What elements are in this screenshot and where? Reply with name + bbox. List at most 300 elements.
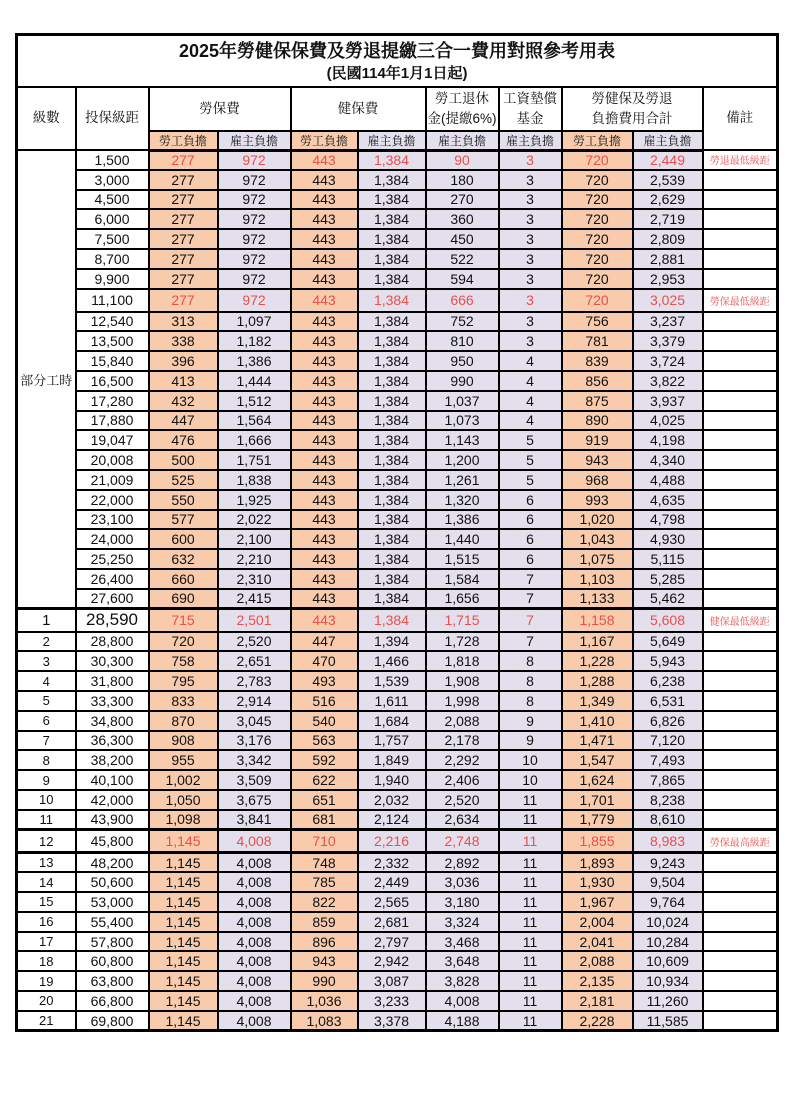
health-employer-cell: 3,378 xyxy=(358,1011,426,1031)
total-employee-cell: 2,041 xyxy=(562,932,633,952)
labor-employer-cell: 3,675 xyxy=(218,790,291,810)
total-employee-header: 勞工負擔 xyxy=(562,131,633,151)
health-employer-cell: 1,384 xyxy=(358,609,426,632)
fund-employer-cell: 4 xyxy=(499,411,562,431)
labor-employer-cell: 1,386 xyxy=(218,351,291,371)
remark-cell xyxy=(703,430,778,450)
fund-employer-cell: 8 xyxy=(499,691,562,711)
pension-employer-cell: 1,320 xyxy=(426,490,499,510)
total-employer-cell: 8,983 xyxy=(633,830,703,853)
total-employee-cell: 2,181 xyxy=(562,991,633,1011)
pension-employer-cell: 2,892 xyxy=(426,853,499,873)
pension-employer-cell: 1,073 xyxy=(426,411,499,431)
labor-employer-cell: 2,210 xyxy=(218,549,291,569)
labor-employee-cell: 690 xyxy=(149,589,218,609)
remark-cell xyxy=(703,190,778,210)
fund-employer-cell: 3 xyxy=(499,331,562,351)
page-title: 2025年勞健保保費及勞退提繳三合一費用對照參考用表 xyxy=(179,41,616,62)
labor-employee-cell: 955 xyxy=(149,750,218,770)
labor-employer-cell: 2,501 xyxy=(218,609,291,632)
col-header-total xyxy=(562,87,703,131)
col-header-remark: 備註 xyxy=(703,87,778,151)
level-cell: 19 xyxy=(17,971,76,991)
fund-employer-cell: 11 xyxy=(499,951,562,971)
health-employer-cell: 1,384 xyxy=(358,190,426,210)
total-employer-cell: 5,943 xyxy=(633,651,703,671)
total-employer-cell: 10,024 xyxy=(633,912,703,932)
health-employee-cell: 516 xyxy=(291,691,358,711)
total-employer-cell: 3,822 xyxy=(633,371,703,391)
remark-cell xyxy=(703,510,778,530)
bracket-cell: 15,840 xyxy=(76,351,149,371)
total-employer-cell: 7,493 xyxy=(633,750,703,770)
bracket-cell: 55,400 xyxy=(76,912,149,932)
part-time-merged-cell: 部分工時 xyxy=(17,150,76,609)
pension-employer-cell: 4,008 xyxy=(426,991,499,1011)
health-employee-cell: 493 xyxy=(291,671,358,691)
total-employer-cell: 7,120 xyxy=(633,731,703,751)
table-row xyxy=(17,331,778,351)
total-employer-cell: 2,629 xyxy=(633,190,703,210)
health-employee-cell: 443 xyxy=(291,312,358,332)
fund-employer-cell: 9 xyxy=(499,731,562,751)
labor-employee-cell: 277 xyxy=(149,190,218,210)
fund-employer-cell: 11 xyxy=(499,853,562,873)
health-employer-cell: 1,384 xyxy=(358,589,426,609)
remark-cell xyxy=(703,951,778,971)
health-employer-cell: 1,384 xyxy=(358,229,426,249)
health-employer-cell: 1,384 xyxy=(358,312,426,332)
fund-employer-cell: 11 xyxy=(499,1011,562,1031)
fund-employer-cell: 10 xyxy=(499,770,562,790)
labor-employer-cell: 972 xyxy=(218,209,291,229)
remark-cell xyxy=(703,770,778,790)
pension-employer-cell: 450 xyxy=(426,229,499,249)
labor-employer-cell: 4,008 xyxy=(218,872,291,892)
total-employer-cell: 7,865 xyxy=(633,770,703,790)
pension-employer-cell: 3,036 xyxy=(426,872,499,892)
labor-employee-cell: 313 xyxy=(149,312,218,332)
health-employee-cell: 443 xyxy=(291,391,358,411)
labor-employer-cell: 972 xyxy=(218,170,291,190)
level-cell: 15 xyxy=(17,892,76,912)
fund-employer-cell: 3 xyxy=(499,170,562,190)
health-employee-cell: 710 xyxy=(291,830,358,853)
remark-cell xyxy=(703,470,778,490)
health-employer-cell: 1,384 xyxy=(358,510,426,530)
bracket-cell: 43,900 xyxy=(76,810,149,830)
labor-employer-cell: 972 xyxy=(218,249,291,269)
total-employer-header: 雇主負擔 xyxy=(633,131,703,151)
level-cell: 10 xyxy=(17,790,76,810)
col-header-pension xyxy=(426,87,499,131)
bracket-cell: 26,400 xyxy=(76,569,149,589)
fund-employer-cell: 4 xyxy=(499,371,562,391)
total-employee-cell: 720 xyxy=(562,170,633,190)
labor-employee-cell: 1,145 xyxy=(149,951,218,971)
total-employer-cell: 10,934 xyxy=(633,971,703,991)
pension-employer-cell: 1,908 xyxy=(426,671,499,691)
labor-employee-cell: 1,002 xyxy=(149,770,218,790)
health-employee-cell: 822 xyxy=(291,892,358,912)
level-cell: 18 xyxy=(17,951,76,971)
remark-cell xyxy=(703,229,778,249)
pension-employer-cell: 2,406 xyxy=(426,770,499,790)
health-employer-cell: 2,797 xyxy=(358,932,426,952)
level-cell: 8 xyxy=(17,750,76,770)
total-employee-cell: 720 xyxy=(562,190,633,210)
fund-employer-cell: 11 xyxy=(499,790,562,810)
table-row xyxy=(17,249,778,269)
labor-employee-cell: 277 xyxy=(149,229,218,249)
table-row xyxy=(17,190,778,210)
health-employee-cell: 1,083 xyxy=(291,1011,358,1031)
fund-employer-cell: 11 xyxy=(499,932,562,952)
health-employee-header: 勞工負擔 xyxy=(291,131,358,151)
remark-cell xyxy=(703,991,778,1011)
health-employer-cell: 1,384 xyxy=(358,391,426,411)
remark-cell: 勞退最低級距 xyxy=(703,150,778,170)
labor-employer-cell: 972 xyxy=(218,150,291,170)
table-row xyxy=(17,371,778,391)
table-row xyxy=(17,671,778,691)
table-row xyxy=(17,589,778,609)
health-employer-cell: 3,087 xyxy=(358,971,426,991)
labor-employer-cell: 1,925 xyxy=(218,490,291,510)
total-employer-cell: 2,953 xyxy=(633,269,703,289)
health-employee-cell: 443 xyxy=(291,331,358,351)
bracket-cell: 7,500 xyxy=(76,229,149,249)
table-row xyxy=(17,450,778,470)
health-employee-cell: 443 xyxy=(291,510,358,530)
bracket-cell: 22,000 xyxy=(76,490,149,510)
total-employer-cell: 8,238 xyxy=(633,790,703,810)
labor-employer-cell: 3,342 xyxy=(218,750,291,770)
total-employee-cell: 993 xyxy=(562,490,633,510)
health-employee-cell: 443 xyxy=(291,371,358,391)
total-line2: 負擔費用合計 xyxy=(591,110,673,126)
labor-employer-cell: 4,008 xyxy=(218,892,291,912)
pension-employer-cell: 3,828 xyxy=(426,971,499,991)
bracket-cell: 16,500 xyxy=(76,371,149,391)
bracket-cell: 48,200 xyxy=(76,853,149,873)
pension-employer-cell: 594 xyxy=(426,269,499,289)
remark-cell xyxy=(703,651,778,671)
total-employee-cell: 1,930 xyxy=(562,872,633,892)
pension-employer-cell: 1,440 xyxy=(426,529,499,549)
health-employer-cell: 1,384 xyxy=(358,569,426,589)
bracket-cell: 23,100 xyxy=(76,510,149,530)
total-employee-cell: 2,228 xyxy=(562,1011,633,1031)
table-row xyxy=(17,632,778,652)
remark-cell xyxy=(703,490,778,510)
table-row xyxy=(17,150,778,170)
fund-employer-cell: 3 xyxy=(499,312,562,332)
health-employee-cell: 748 xyxy=(291,853,358,873)
table-row xyxy=(17,1011,778,1031)
bracket-cell: 31,800 xyxy=(76,671,149,691)
bracket-cell: 20,008 xyxy=(76,450,149,470)
bracket-cell: 24,000 xyxy=(76,529,149,549)
table-row xyxy=(17,430,778,450)
remark-cell xyxy=(703,731,778,751)
health-employer-cell: 1,849 xyxy=(358,750,426,770)
total-employer-cell: 4,340 xyxy=(633,450,703,470)
bracket-cell: 42,000 xyxy=(76,790,149,810)
remark-cell xyxy=(703,711,778,731)
table-row xyxy=(17,932,778,952)
total-employer-cell: 2,449 xyxy=(633,150,703,170)
pension-employer-cell: 752 xyxy=(426,312,499,332)
labor-employer-cell: 1,666 xyxy=(218,430,291,450)
health-employer-cell: 1,384 xyxy=(358,450,426,470)
total-employee-cell: 1,855 xyxy=(562,830,633,853)
labor-employee-cell: 715 xyxy=(149,609,218,632)
level-cell: 9 xyxy=(17,770,76,790)
level-cell: 17 xyxy=(17,932,76,952)
total-employee-cell: 968 xyxy=(562,470,633,490)
labor-employee-cell: 396 xyxy=(149,351,218,371)
title-row xyxy=(17,35,778,87)
pension-employer-cell: 3,648 xyxy=(426,951,499,971)
bracket-cell: 4,500 xyxy=(76,190,149,210)
fund-employer-cell: 6 xyxy=(499,529,562,549)
total-employer-cell: 5,608 xyxy=(633,609,703,632)
remark-cell: 健保最低級距 xyxy=(703,609,778,632)
total-employer-cell: 2,539 xyxy=(633,170,703,190)
remark-cell xyxy=(703,872,778,892)
total-employer-cell: 4,488 xyxy=(633,470,703,490)
level-cell: 21 xyxy=(17,1011,76,1031)
labor-employer-cell: 2,914 xyxy=(218,691,291,711)
fund-employer-cell: 3 xyxy=(499,209,562,229)
health-employer-cell: 1,940 xyxy=(358,770,426,790)
labor-employer-cell: 4,008 xyxy=(218,932,291,952)
health-employee-cell: 443 xyxy=(291,450,358,470)
pension-employer-cell: 810 xyxy=(426,331,499,351)
pension-employer-header: 雇主負擔 xyxy=(426,131,499,151)
remark-cell xyxy=(703,750,778,770)
bracket-cell: 33,300 xyxy=(76,691,149,711)
health-employee-cell: 443 xyxy=(291,229,358,249)
total-employer-cell: 3,237 xyxy=(633,312,703,332)
fund-employer-cell: 3 xyxy=(499,229,562,249)
health-employer-cell: 2,681 xyxy=(358,912,426,932)
fund-employer-cell: 6 xyxy=(499,510,562,530)
total-employee-cell: 1,158 xyxy=(562,609,633,632)
labor-employer-cell: 4,008 xyxy=(218,912,291,932)
bracket-cell: 69,800 xyxy=(76,1011,149,1031)
total-employer-cell: 4,798 xyxy=(633,510,703,530)
level-cell: 14 xyxy=(17,872,76,892)
health-employee-cell: 443 xyxy=(291,569,358,589)
total-line1: 勞健保及勞退 xyxy=(591,90,673,106)
health-employer-cell: 1,384 xyxy=(358,170,426,190)
table-row xyxy=(17,651,778,671)
fund-employer-cell: 3 xyxy=(499,150,562,170)
remark-cell xyxy=(703,529,778,549)
total-employer-cell: 2,881 xyxy=(633,249,703,269)
total-employee-cell: 1,075 xyxy=(562,549,633,569)
total-employee-cell: 720 xyxy=(562,289,633,312)
total-employer-cell: 11,585 xyxy=(633,1011,703,1031)
health-employer-cell: 1,384 xyxy=(358,549,426,569)
bracket-cell: 1,500 xyxy=(76,150,149,170)
fund-employer-cell: 7 xyxy=(499,632,562,652)
level-cell: 3 xyxy=(17,651,76,671)
total-employee-cell: 720 xyxy=(562,249,633,269)
total-employer-cell: 3,724 xyxy=(633,351,703,371)
total-employer-cell: 11,260 xyxy=(633,991,703,1011)
table-row xyxy=(17,872,778,892)
health-employee-cell: 443 xyxy=(291,411,358,431)
remark-cell xyxy=(703,411,778,431)
health-employee-cell: 443 xyxy=(291,609,358,632)
labor-employee-cell: 1,145 xyxy=(149,853,218,873)
health-employee-cell: 443 xyxy=(291,170,358,190)
remark-cell xyxy=(703,549,778,569)
labor-employer-cell: 2,783 xyxy=(218,671,291,691)
health-employee-cell: 651 xyxy=(291,790,358,810)
pension-employer-cell: 1,728 xyxy=(426,632,499,652)
table-row xyxy=(17,971,778,991)
labor-employee-cell: 1,145 xyxy=(149,830,218,853)
health-employer-cell: 1,384 xyxy=(358,289,426,312)
labor-employer-cell: 1,182 xyxy=(218,331,291,351)
total-employee-cell: 1,167 xyxy=(562,632,633,652)
labor-employee-cell: 277 xyxy=(149,289,218,312)
labor-employee-cell: 500 xyxy=(149,450,218,470)
health-employee-cell: 447 xyxy=(291,632,358,652)
premium-reference-table xyxy=(15,33,779,1032)
bracket-cell: 38,200 xyxy=(76,750,149,770)
level-cell: 12 xyxy=(17,830,76,853)
labor-employer-cell: 4,008 xyxy=(218,971,291,991)
pension-employer-cell: 2,520 xyxy=(426,790,499,810)
total-employer-cell: 6,238 xyxy=(633,671,703,691)
health-employee-cell: 443 xyxy=(291,529,358,549)
health-employee-cell: 540 xyxy=(291,711,358,731)
table-row xyxy=(17,711,778,731)
labor-employer-cell: 2,022 xyxy=(218,510,291,530)
health-employer-cell: 2,124 xyxy=(358,810,426,830)
total-employer-cell: 4,930 xyxy=(633,529,703,549)
remark-cell xyxy=(703,351,778,371)
labor-employer-cell: 1,512 xyxy=(218,391,291,411)
table-row xyxy=(17,470,778,490)
health-employer-cell: 2,332 xyxy=(358,853,426,873)
health-employer-cell: 2,942 xyxy=(358,951,426,971)
remark-cell xyxy=(703,932,778,952)
fund-employer-cell: 11 xyxy=(499,830,562,853)
table-row xyxy=(17,951,778,971)
labor-employer-cell: 1,838 xyxy=(218,470,291,490)
table-row xyxy=(17,750,778,770)
bracket-cell: 27,600 xyxy=(76,589,149,609)
bracket-cell: 50,600 xyxy=(76,872,149,892)
bracket-cell: 17,880 xyxy=(76,411,149,431)
total-employee-cell: 1,893 xyxy=(562,853,633,873)
remark-cell xyxy=(703,331,778,351)
labor-employer-header: 雇主負擔 xyxy=(218,131,291,151)
remark-cell xyxy=(703,691,778,711)
pension-employer-cell: 1,200 xyxy=(426,450,499,470)
total-employer-cell: 2,719 xyxy=(633,209,703,229)
table-row xyxy=(17,569,778,589)
total-employee-cell: 2,004 xyxy=(562,912,633,932)
table-row xyxy=(17,810,778,830)
total-employee-cell: 720 xyxy=(562,209,633,229)
fund-employer-cell: 3 xyxy=(499,249,562,269)
total-employer-cell: 5,649 xyxy=(633,632,703,652)
total-employer-cell: 10,609 xyxy=(633,951,703,971)
health-employer-cell: 1,384 xyxy=(358,331,426,351)
total-employer-cell: 3,025 xyxy=(633,289,703,312)
total-employer-cell: 4,025 xyxy=(633,411,703,431)
fund-employer-cell: 7 xyxy=(499,569,562,589)
fund-employer-cell: 11 xyxy=(499,872,562,892)
health-employee-cell: 563 xyxy=(291,731,358,751)
labor-employee-cell: 277 xyxy=(149,209,218,229)
remark-cell xyxy=(703,170,778,190)
bracket-cell: 25,250 xyxy=(76,549,149,569)
labor-employee-cell: 277 xyxy=(149,170,218,190)
total-employee-cell: 1,967 xyxy=(562,892,633,912)
pension-employer-cell: 3,468 xyxy=(426,932,499,952)
fund-employer-cell: 4 xyxy=(499,351,562,371)
labor-employer-cell: 1,444 xyxy=(218,371,291,391)
total-employee-cell: 720 xyxy=(562,269,633,289)
total-employee-cell: 1,410 xyxy=(562,711,633,731)
health-employee-cell: 443 xyxy=(291,269,358,289)
pension-employer-cell: 1,261 xyxy=(426,470,499,490)
pension-employer-cell: 950 xyxy=(426,351,499,371)
level-cell: 11 xyxy=(17,810,76,830)
page-subtitle: (民國114年1月1日起) xyxy=(326,65,468,83)
table-row xyxy=(17,411,778,431)
health-employee-cell: 443 xyxy=(291,289,358,312)
labor-employee-cell: 338 xyxy=(149,331,218,351)
fund-employer-cell: 8 xyxy=(499,671,562,691)
health-employee-cell: 990 xyxy=(291,971,358,991)
labor-employer-cell: 4,008 xyxy=(218,853,291,873)
health-employee-cell: 443 xyxy=(291,150,358,170)
health-employer-cell: 2,216 xyxy=(358,830,426,853)
health-employer-cell: 1,466 xyxy=(358,651,426,671)
pension-employer-cell: 3,180 xyxy=(426,892,499,912)
level-cell: 5 xyxy=(17,691,76,711)
pension-employer-cell: 3,324 xyxy=(426,912,499,932)
fund-employer-cell: 11 xyxy=(499,892,562,912)
table-body xyxy=(17,150,778,1031)
health-employer-cell: 2,449 xyxy=(358,872,426,892)
total-employer-cell: 4,198 xyxy=(633,430,703,450)
labor-employee-cell: 432 xyxy=(149,391,218,411)
pension-employer-cell: 360 xyxy=(426,209,499,229)
labor-employer-cell: 972 xyxy=(218,289,291,312)
remark-cell xyxy=(703,853,778,873)
bracket-cell: 12,540 xyxy=(76,312,149,332)
total-employee-cell: 1,020 xyxy=(562,510,633,530)
bracket-cell: 45,800 xyxy=(76,830,149,853)
table-row xyxy=(17,691,778,711)
fund-employer-cell: 7 xyxy=(499,589,562,609)
health-employer-cell: 1,384 xyxy=(358,470,426,490)
labor-employer-cell: 4,008 xyxy=(218,951,291,971)
fund-employer-cell: 8 xyxy=(499,651,562,671)
pension-employer-cell: 270 xyxy=(426,190,499,210)
health-employer-cell: 1,384 xyxy=(358,430,426,450)
